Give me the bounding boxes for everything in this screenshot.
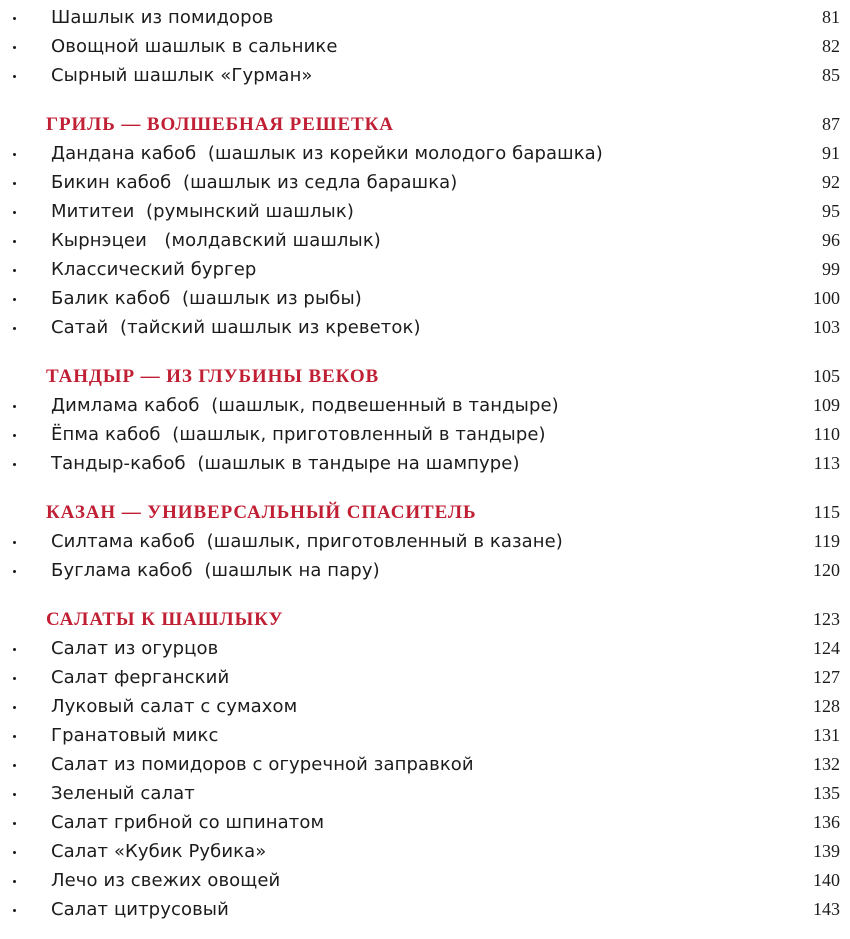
toc-entry[interactable] <box>0 284 850 313</box>
entry-page-number: 128 <box>813 696 840 716</box>
toc-entry[interactable] <box>0 866 850 895</box>
entry-title: Силтама кабоб (шашлык, приготовленный в казане) <box>51 531 563 552</box>
section-tandyr <box>0 362 850 478</box>
section-title: КАЗАН — УНИВЕРСАЛЬНЫЙ СПАСИТЕЛЬ <box>46 502 477 523</box>
toc-entry[interactable] <box>0 197 850 226</box>
toc-entry[interactable] <box>0 556 850 585</box>
entry-title: Салат из помидоров с огуречной заправкой <box>51 754 474 775</box>
table-of-contents <box>0 3 850 924</box>
entry-title: Салат из огурцов <box>51 638 219 659</box>
entry-title: Луковый салат с сумахом <box>51 696 298 717</box>
section-title: ГРИЛЬ — ВОЛШЕБНАЯ РЕШЕТКА <box>46 114 394 135</box>
toc-entry[interactable] <box>0 750 850 779</box>
entry-title: Гранатовый микс <box>51 725 219 746</box>
toc-entry[interactable] <box>0 420 850 449</box>
entry-title: Дандана кабоб (шашлык из корейки молодого барашка) <box>51 143 603 164</box>
entry-page-number: 109 <box>813 395 840 415</box>
section-salads <box>0 605 850 924</box>
entry-page-number: 95 <box>822 201 840 221</box>
entry-page-number: 127 <box>813 667 840 687</box>
section-heading-row[interactable] <box>0 498 850 527</box>
section-title: ТАНДЫР — ИЗ ГЛУБИНЫ ВЕКОВ <box>46 366 380 387</box>
entry-page-number: 139 <box>813 841 840 861</box>
entry-title: Салат грибной со шпинатом <box>51 812 325 833</box>
entry-title: Салат цитрусовый <box>51 899 229 920</box>
entry-title: Классический бургер <box>51 259 257 280</box>
entry-title: Тандыр-кабоб (шашлык в тандыре на шампуре) <box>51 453 520 474</box>
entry-page-number: 140 <box>813 870 840 890</box>
entry-page-number: 113 <box>813 453 840 473</box>
section-heading-row[interactable] <box>0 110 850 139</box>
entry-page-number: 91 <box>822 143 840 163</box>
entry-title: Кырнэцеи (молдавский шашлык) <box>51 230 381 251</box>
toc-entry[interactable] <box>0 313 850 342</box>
entry-title: Бикин кабоб (шашлык из седла барашка) <box>51 172 458 193</box>
entry-page-number: 99 <box>822 259 840 279</box>
entry-title: Димлама кабоб (шашлык, подвешенный в тандыре) <box>51 395 559 416</box>
section-grill <box>0 110 850 342</box>
entry-title: Сырный шашлык «Гурман» <box>51 65 313 86</box>
entry-page-number: 132 <box>813 754 840 774</box>
entry-page-number: 82 <box>822 36 840 56</box>
section-page-number: 87 <box>822 114 840 134</box>
toc-entry[interactable] <box>0 168 850 197</box>
entry-title: Салат «Кубик Рубика» <box>51 841 267 862</box>
entry-title: Сатай (тайский шашлык из креветок) <box>51 317 421 338</box>
toc-entry[interactable] <box>0 61 850 90</box>
entry-page-number: 81 <box>822 7 840 27</box>
intro-group <box>0 3 850 90</box>
section-kazan <box>0 498 850 585</box>
entry-page-number: 124 <box>813 638 840 658</box>
section-page-number: 123 <box>813 609 840 629</box>
toc-entry[interactable] <box>0 391 850 420</box>
entry-page-number: 131 <box>813 725 840 745</box>
toc-entry[interactable] <box>0 32 850 61</box>
toc-entry[interactable] <box>0 692 850 721</box>
entry-page-number: 143 <box>813 899 840 919</box>
toc-entry[interactable] <box>0 255 850 284</box>
section-title: САЛАТЫ К ШАШЛЫКУ <box>46 609 284 630</box>
toc-entry[interactable] <box>0 721 850 750</box>
entry-title: Ёпма кабоб (шашлык, приготовленный в тандыре) <box>51 424 546 445</box>
entry-page-number: 85 <box>822 65 840 85</box>
entry-page-number: 92 <box>822 172 840 192</box>
toc-entry[interactable] <box>0 527 850 556</box>
section-heading-row[interactable] <box>0 605 850 634</box>
entry-page-number: 103 <box>813 317 840 337</box>
entry-page-number: 119 <box>813 531 840 551</box>
entry-title: Салат ферганский <box>51 667 230 688</box>
entry-title: Зеленый салат <box>51 783 195 804</box>
toc-entry[interactable] <box>0 3 850 32</box>
entry-title: Балик кабоб (шашлык из рыбы) <box>51 288 362 309</box>
entry-title: Буглама кабоб (шашлык на пару) <box>51 560 380 581</box>
toc-entry[interactable] <box>0 226 850 255</box>
entry-title: Овощной шашлык в сальнике <box>51 36 338 57</box>
entry-title: Шашлык из помидоров <box>51 7 274 28</box>
toc-entry[interactable] <box>0 837 850 866</box>
entry-title: Мититеи (румынский шашлык) <box>51 201 354 222</box>
toc-entry[interactable] <box>0 895 850 924</box>
entry-page-number: 96 <box>822 230 840 250</box>
toc-entry[interactable] <box>0 449 850 478</box>
toc-entry[interactable] <box>0 663 850 692</box>
entry-page-number: 120 <box>813 560 840 580</box>
entry-page-number: 100 <box>813 288 840 308</box>
entry-page-number: 110 <box>813 424 840 444</box>
toc-entry[interactable] <box>0 634 850 663</box>
entry-page-number: 135 <box>813 783 840 803</box>
toc-entry[interactable] <box>0 779 850 808</box>
toc-entry[interactable] <box>0 808 850 837</box>
section-heading-row[interactable] <box>0 362 850 391</box>
section-page-number: 105 <box>813 366 840 386</box>
section-page-number: 115 <box>813 502 840 522</box>
entry-page-number: 136 <box>813 812 840 832</box>
entry-title: Лечо из свежих овощей <box>51 870 281 891</box>
toc-entry[interactable] <box>0 139 850 168</box>
